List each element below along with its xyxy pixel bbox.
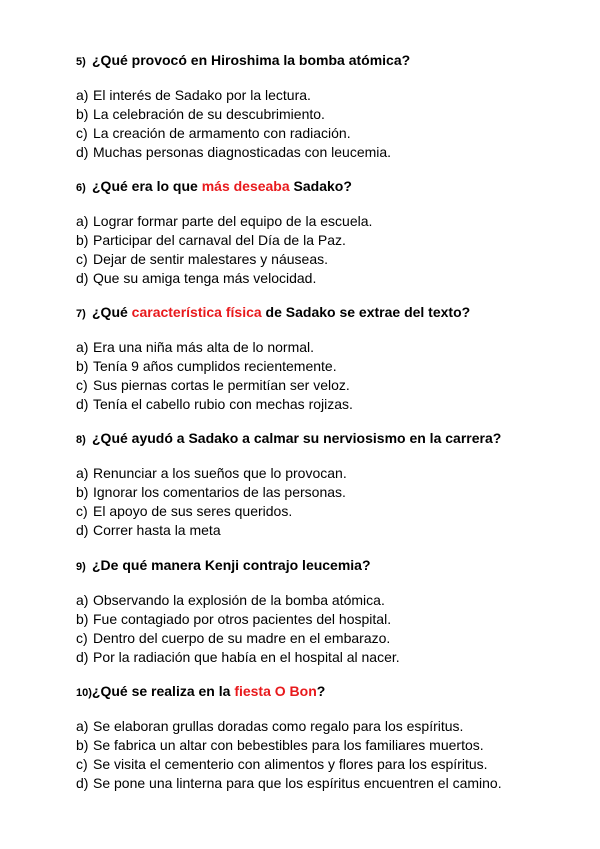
option-letter: c) [76, 125, 88, 141]
question-text [92, 683, 325, 699]
question-text-part: ¿Qué provocó en Hiroshima la bomba atómica? [92, 52, 411, 68]
question-text [92, 178, 352, 194]
question-7 [76, 304, 576, 414]
option-d[interactable] [76, 143, 576, 162]
option-letter: a) [76, 718, 89, 734]
question-10 [76, 683, 576, 793]
question-title [76, 304, 576, 322]
option-b[interactable] [76, 483, 576, 502]
option-text: Que su amiga tenga más velocidad. [93, 270, 317, 286]
question-title [76, 430, 576, 448]
option-b[interactable] [76, 231, 576, 250]
answer-options [76, 464, 576, 540]
option-text: Dejar de sentir malestares y náuseas. [93, 251, 328, 267]
question-text-part: Sadako? [289, 178, 352, 194]
option-d[interactable] [76, 521, 576, 540]
question-number: 5) [76, 56, 86, 68]
question-number: 6) [76, 182, 86, 194]
question-8 [76, 430, 576, 540]
option-d[interactable] [76, 648, 576, 667]
option-letter: b) [76, 611, 89, 627]
option-letter: b) [76, 484, 89, 500]
option-c[interactable] [76, 502, 576, 521]
option-b[interactable] [76, 357, 576, 376]
option-a[interactable] [76, 591, 576, 610]
option-text: Se visita el cementerio con alimentos y flores para los espíritus. [93, 756, 488, 772]
option-d[interactable] [76, 395, 576, 414]
option-letter: d) [76, 270, 89, 286]
option-a[interactable] [76, 717, 576, 736]
option-letter: c) [76, 503, 88, 519]
option-letter: a) [76, 213, 89, 229]
option-text: La creación de armamento con radiación. [93, 125, 351, 141]
option-c[interactable] [76, 376, 576, 395]
question-5 [76, 52, 576, 162]
question-number: 10) [76, 687, 92, 699]
question-text-part: ¿De qué manera Kenji contrajo leucemia? [92, 557, 371, 573]
option-text: Se pone una linterna para que los espíritus encuentren el camino. [93, 775, 502, 791]
question-text-part: ¿Qué era lo que [92, 178, 202, 194]
highlighted-keyword: característica física [131, 304, 262, 320]
option-letter: d) [76, 649, 89, 665]
option-text: Renunciar a los sueños que lo provocan. [93, 465, 347, 481]
option-b[interactable] [76, 610, 576, 629]
option-text: Fue contagiado por otros pacientes del hospital. [93, 611, 392, 627]
option-text: Observando la explosión de la bomba atómica. [93, 592, 385, 608]
option-a[interactable] [76, 464, 576, 483]
option-text: Participar del carnaval del Día de la Paz. [93, 232, 346, 248]
option-letter: d) [76, 775, 89, 791]
question-text [92, 52, 410, 68]
option-text: Muchas personas diagnosticadas con leucemia. [93, 144, 392, 160]
option-text: Dentro del cuerpo de su madre en el embarazo. [93, 630, 391, 646]
answer-options [76, 212, 576, 288]
option-letter: b) [76, 358, 89, 374]
option-letter: c) [76, 756, 88, 772]
option-letter: d) [76, 144, 89, 160]
option-letter: d) [76, 396, 89, 412]
option-text: Se elaboran grullas doradas como regalo para los espíritus. [93, 718, 464, 734]
option-c[interactable] [76, 629, 576, 648]
option-letter: c) [76, 630, 88, 646]
option-text: Lograr formar parte del equipo de la escuela. [93, 213, 373, 229]
option-text: Era una niña más alta de lo normal. [93, 339, 315, 355]
question-title [76, 52, 576, 70]
option-c[interactable] [76, 755, 576, 774]
question-number: 9) [76, 561, 86, 573]
option-c[interactable] [76, 124, 576, 143]
question-number: 7) [76, 308, 86, 320]
option-text: El apoyo de sus seres queridos. [93, 503, 293, 519]
answer-options [76, 591, 576, 667]
option-letter: b) [76, 737, 89, 753]
option-text: La celebración de su descubrimiento. [93, 106, 325, 122]
option-a[interactable] [76, 338, 576, 357]
question-title [76, 557, 576, 575]
answer-options [76, 86, 576, 162]
question-9 [76, 557, 576, 667]
option-b[interactable] [76, 736, 576, 755]
option-text: Se fabrica un altar con bebestibles para los familiares muertos. [93, 737, 484, 753]
option-text: Correr hasta la meta [93, 522, 221, 538]
question-text-part: de Sadako se extrae del texto? [261, 304, 471, 320]
option-letter: c) [76, 251, 88, 267]
option-letter: a) [76, 465, 89, 481]
option-text: Ignorar los comentarios de las personas. [93, 484, 346, 500]
option-letter: b) [76, 106, 89, 122]
option-letter: c) [76, 377, 88, 393]
question-text-part: ¿Qué se realiza en la [91, 683, 235, 699]
option-a[interactable] [76, 212, 576, 231]
option-d[interactable] [76, 269, 576, 288]
question-text [92, 557, 371, 573]
option-letter: b) [76, 232, 89, 248]
highlighted-keyword: fiesta O Bon [234, 683, 317, 699]
option-letter: a) [76, 87, 89, 103]
option-text: Tenía 9 años cumplidos recientemente. [93, 358, 337, 374]
option-text: Por la radiación que había en el hospital al nacer. [93, 649, 400, 665]
option-c[interactable] [76, 250, 576, 269]
question-text-part: ¿Qué ayudó a Sadako a calmar su nerviosismo en la carrera? [92, 430, 502, 446]
option-text: Sus piernas cortas le permitían ser veloz. [93, 377, 350, 393]
option-d[interactable] [76, 774, 576, 793]
question-text-part: ? [316, 683, 326, 699]
option-text: Tenía el cabello rubio con mechas rojizas. [93, 396, 353, 412]
question-title [76, 178, 576, 196]
option-text: El interés de Sadako por la lectura. [93, 87, 311, 103]
question-number: 8) [76, 434, 86, 446]
option-a[interactable] [76, 86, 576, 105]
question-text [92, 430, 501, 446]
option-b[interactable] [76, 105, 576, 124]
answer-options [76, 717, 576, 793]
question-text-part: ¿Qué [92, 304, 132, 320]
highlighted-keyword: más deseaba [201, 178, 290, 194]
question-title [76, 683, 576, 701]
option-letter: a) [76, 339, 89, 355]
option-letter: a) [76, 592, 89, 608]
question-6 [76, 178, 576, 288]
question-text [92, 304, 470, 320]
answer-options [76, 338, 576, 414]
option-letter: d) [76, 522, 89, 538]
